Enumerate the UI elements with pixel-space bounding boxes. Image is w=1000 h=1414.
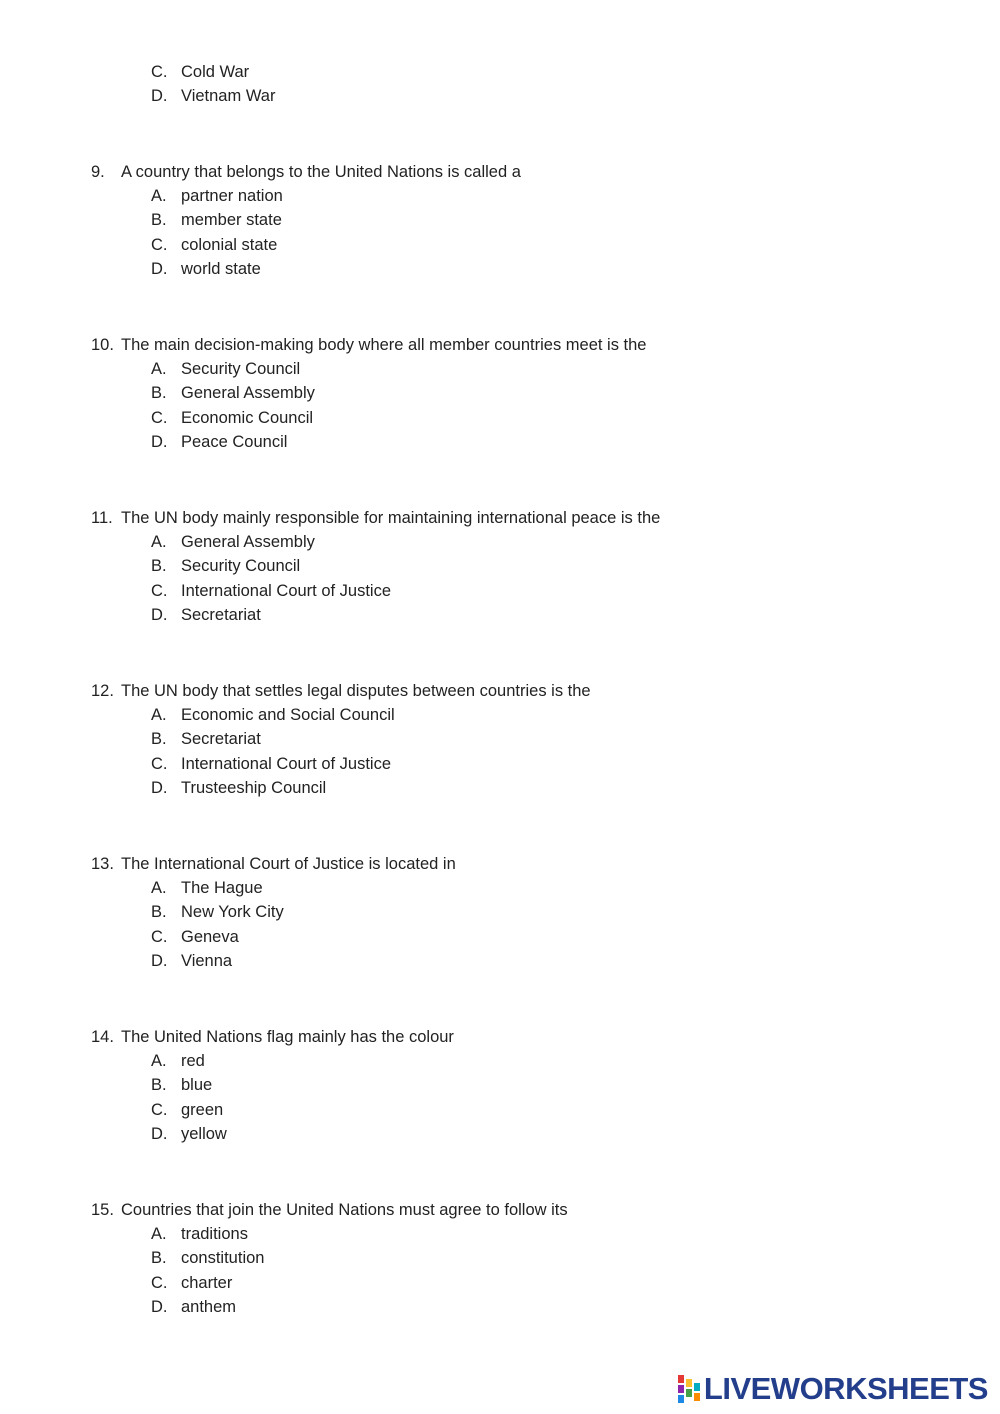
question-number: 15.	[91, 1201, 114, 1219]
option-letter: D.	[151, 87, 168, 105]
option-text: Geneva	[181, 928, 239, 946]
liveworksheets-branding[interactable]	[678, 1371, 988, 1406]
option-letter: C.	[151, 409, 168, 427]
option-text: Secretariat	[181, 730, 261, 748]
option-text: constitution	[181, 1249, 265, 1267]
option-letter: C.	[151, 1101, 168, 1119]
option-letter: A.	[151, 1225, 167, 1243]
question-text: A country that belongs to the United Nations is called a	[121, 163, 521, 181]
option-letter: A.	[151, 533, 167, 551]
option-text: green	[181, 1101, 224, 1119]
liveworksheets-logo-text: LIVEWORKSHEETS	[703, 1371, 988, 1406]
option-letter: D.	[151, 1125, 168, 1143]
option-letter: C.	[151, 755, 168, 773]
question-text: The UN body that settles legal disputes between countries is the	[121, 682, 591, 700]
option-letter: D.	[151, 1298, 168, 1316]
option-letter: B.	[151, 1249, 167, 1267]
option-letter: B.	[151, 730, 167, 748]
question-number: 11.	[91, 509, 113, 527]
question-number: 13.	[91, 855, 114, 873]
option-text: Secretariat	[181, 606, 261, 624]
question-text: The International Court of Justice is located in	[121, 855, 456, 873]
option-text: member state	[181, 211, 282, 229]
option-letter: D.	[151, 952, 168, 970]
option-letter: D.	[151, 779, 168, 797]
option-text: General Assembly	[181, 533, 315, 551]
option-text: Vietnam War	[181, 87, 276, 105]
option-text: Economic Council	[181, 409, 314, 427]
option-text: Economic and Social Council	[181, 706, 395, 724]
option-text: colonial state	[181, 236, 278, 254]
question-number: 14.	[91, 1028, 114, 1046]
option-text: world state	[181, 260, 261, 278]
question-text: The UN body mainly responsible for maintaining international peace is the	[121, 509, 661, 527]
option-text: blue	[181, 1076, 213, 1094]
option-letter: C.	[151, 928, 168, 946]
option-text: charter	[181, 1274, 233, 1292]
option-text: Trusteeship Council	[181, 779, 327, 797]
option-letter: C.	[151, 582, 168, 600]
option-letter: D.	[151, 260, 168, 278]
question-text: The main decision-making body where all member countries meet is the	[121, 336, 647, 354]
option-text: Security Council	[181, 360, 301, 378]
question-number: 10.	[91, 336, 114, 354]
question-number: 12.	[91, 682, 114, 700]
option-letter: A.	[151, 187, 167, 205]
liveworksheets-logo-icon	[678, 1375, 704, 1403]
question-text: Countries that join the United Nations must agree to follow its	[121, 1201, 568, 1219]
option-letter: C.	[151, 63, 168, 81]
option-text: International Court of Justice	[181, 582, 392, 600]
option-text: anthem	[181, 1298, 237, 1316]
option-letter: B.	[151, 211, 167, 229]
option-text: red	[181, 1052, 205, 1070]
option-text: Security Council	[181, 557, 301, 575]
option-text: traditions	[181, 1225, 248, 1243]
option-letter: A.	[151, 706, 167, 724]
option-text: The Hague	[181, 879, 263, 897]
option-letter: B.	[151, 557, 167, 575]
option-letter: B.	[151, 903, 167, 921]
option-letter: A.	[151, 879, 167, 897]
option-letter: C.	[151, 1274, 168, 1292]
option-letter: D.	[151, 606, 168, 624]
option-text: Cold War	[181, 63, 250, 81]
option-text: General Assembly	[181, 384, 315, 402]
option-letter: C.	[151, 236, 168, 254]
option-text: New York City	[181, 903, 284, 921]
option-letter: B.	[151, 384, 167, 402]
option-text: partner nation	[181, 187, 283, 205]
question-text: The United Nations flag mainly has the colour	[121, 1028, 454, 1046]
option-letter: D.	[151, 433, 168, 451]
question-number: 9.	[91, 163, 105, 181]
option-text: International Court of Justice	[181, 755, 392, 773]
option-letter: B.	[151, 1076, 167, 1094]
option-text: Vienna	[181, 952, 233, 970]
option-text: yellow	[181, 1125, 227, 1143]
option-letter: A.	[151, 1052, 167, 1070]
option-letter: A.	[151, 360, 167, 378]
option-text: Peace Council	[181, 433, 288, 451]
